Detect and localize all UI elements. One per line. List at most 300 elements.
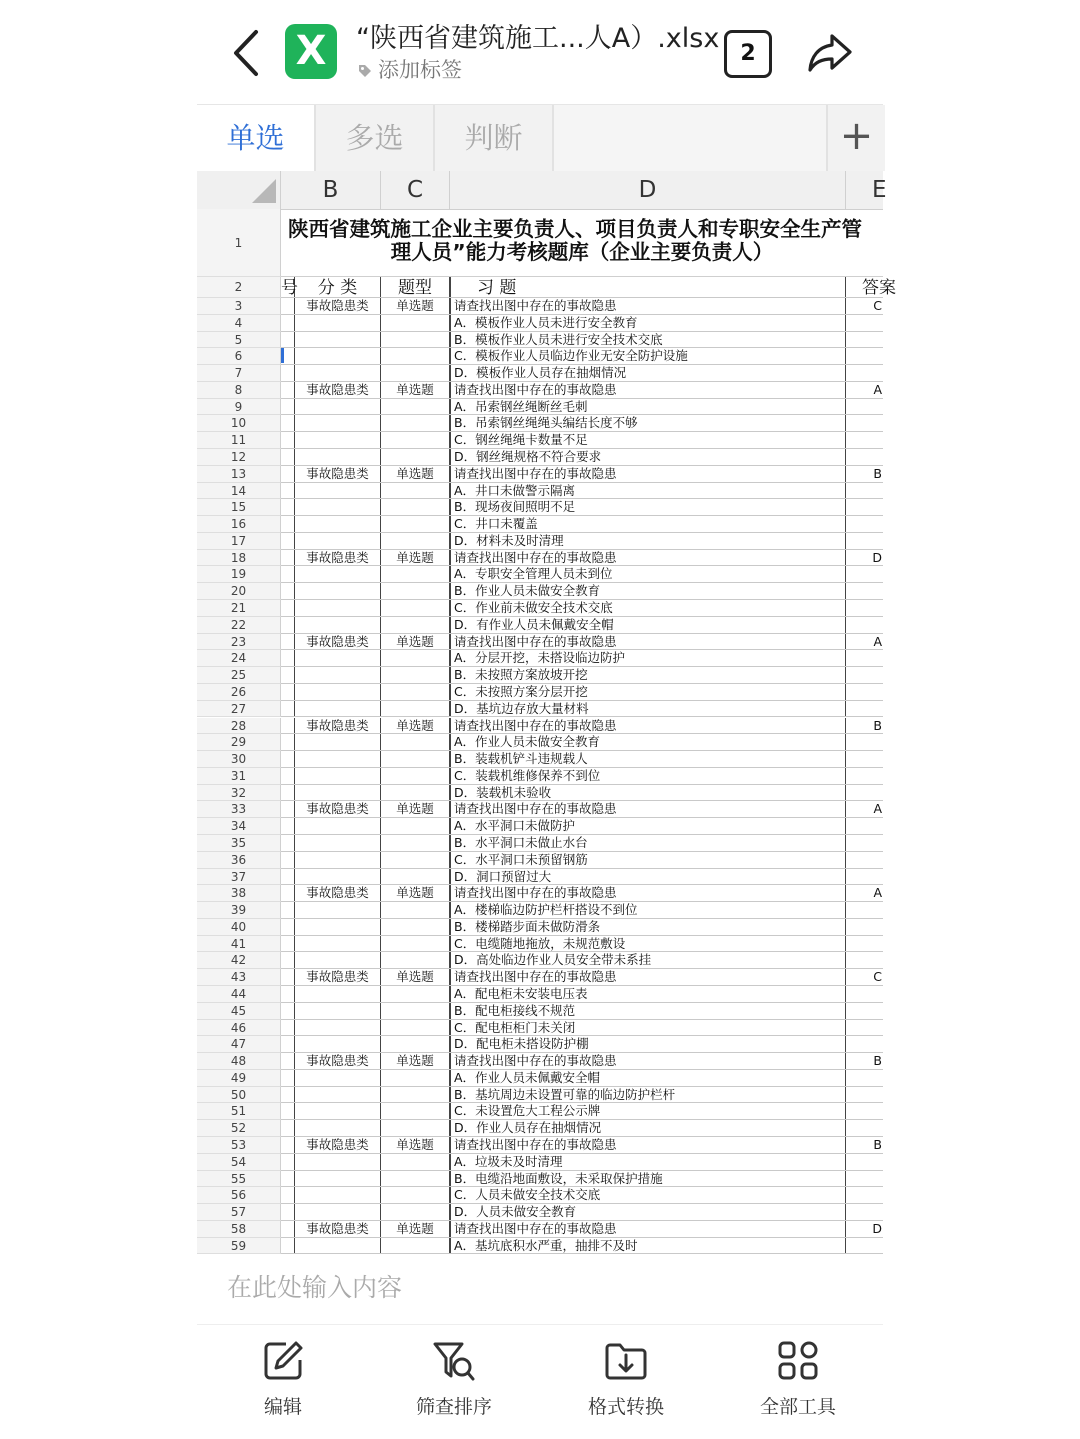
cell-answer[interactable] [846,399,883,415]
row-header[interactable]: 55 [197,1171,281,1188]
cell-answer[interactable] [846,365,883,381]
row-header[interactable]: 34 [197,818,281,835]
tab-multiple-choice[interactable]: 多选 [316,105,435,171]
row-header[interactable]: 51 [197,1103,281,1120]
cell-type[interactable]: 单选题 [381,382,450,398]
cell-type[interactable]: 单选题 [381,885,450,901]
cell-no[interactable] [281,1154,295,1170]
column-header-e[interactable]: E [872,177,887,203]
row-header[interactable]: 40 [197,919,281,936]
cell-category[interactable] [295,566,381,582]
cell-type[interactable]: 单选题 [381,1137,450,1153]
cell-category[interactable] [295,667,381,683]
cell-category[interactable] [295,1103,381,1119]
cell-answer[interactable] [846,533,883,549]
cell-no[interactable] [281,801,295,817]
cell-question[interactable]: B．基坑周边未设置可靠的临边防护栏杆 [450,1087,846,1103]
row-header[interactable]: 16 [197,516,281,533]
row-header[interactable]: 37 [197,869,281,886]
cell-category[interactable] [295,751,381,767]
cell-question[interactable]: 请查找出图中存在的事故隐患 [450,634,846,650]
cell-question-header[interactable]: 习 题 [450,277,846,297]
cell-question[interactable]: C．井口未覆盖 [450,516,846,532]
cell-category[interactable] [295,1171,381,1187]
cell-question[interactable]: C．水平洞口未预留钢筋 [450,852,846,868]
cell-type[interactable] [381,1204,450,1220]
cell-category[interactable]: 事故隐患类 [295,634,381,650]
cell-answer[interactable] [846,483,883,499]
cell-no[interactable] [281,516,295,532]
row-header[interactable]: 41 [197,936,281,953]
cell-question[interactable]: B．作业人员未做安全教育 [450,583,846,599]
row-header[interactable]: 17 [197,533,281,550]
cell-question[interactable]: 请查找出图中存在的事故隐患 [450,1053,846,1069]
cell-type[interactable] [381,852,450,868]
row-header[interactable]: 12 [197,449,281,466]
cell-type[interactable] [381,399,450,415]
cell-question[interactable]: 请查找出图中存在的事故隐患 [450,550,846,566]
cell-question[interactable]: A．专职安全管理人员未到位 [450,566,846,582]
cell-type[interactable] [381,315,450,331]
cell-no[interactable] [281,986,295,1002]
cell-question[interactable]: B．吊索钢丝绳绳头编结长度不够 [450,415,846,431]
cell-no[interactable] [281,1187,295,1203]
cell-question[interactable]: 请查找出图中存在的事故隐患 [450,885,846,901]
cell-category[interactable] [295,516,381,532]
cell-no[interactable] [281,835,295,851]
cell-no[interactable] [281,600,295,616]
cell-answer[interactable] [846,415,883,431]
cell-question[interactable]: C．模板作业人员临边作业无安全防护设施 [450,348,846,364]
cell-no[interactable] [281,734,295,750]
cell-question[interactable]: A．吊索钢丝绳断丝毛刺 [450,399,846,415]
row-header[interactable]: 15 [197,499,281,516]
cell-no[interactable] [281,818,295,834]
row-header[interactable]: 9 [197,399,281,416]
cell-category[interactable]: 事故隐患类 [295,466,381,482]
cell-no[interactable] [281,1070,295,1086]
cell-no[interactable] [281,969,295,985]
cell-question[interactable]: 请查找出图中存在的事故隐患 [450,1221,846,1237]
cell-question[interactable]: C．电缆随地拖放，未规范敷设 [450,936,846,952]
cell-question[interactable]: B．模板作业人员未进行安全技术交底 [450,332,846,348]
cell-answer[interactable] [846,869,883,885]
row-header[interactable]: 49 [197,1070,281,1087]
cell-type[interactable] [381,684,450,700]
cell-no[interactable] [281,566,295,582]
cell-question[interactable]: A．配电柜未安装电压表 [450,986,846,1002]
cell-category[interactable] [295,936,381,952]
cell-question[interactable]: C．配电柜柜门未关闭 [450,1020,846,1036]
cell-no-header[interactable]: 号 [281,278,298,298]
row-header[interactable]: 42 [197,952,281,969]
cell-no[interactable] [281,1171,295,1187]
cell-answer[interactable] [846,583,883,599]
cell-category[interactable] [295,617,381,633]
cell-question[interactable]: B．配电柜接线不规范 [450,1003,846,1019]
cell-type[interactable] [381,1103,450,1119]
row-header[interactable]: 14 [197,483,281,500]
cell-no[interactable] [281,1221,295,1237]
cell-type[interactable]: 单选题 [381,1221,450,1237]
cell-answer[interactable] [846,499,883,515]
cell-category[interactable] [295,1087,381,1103]
cell-no[interactable] [281,1087,295,1103]
cell-question[interactable]: A．作业人员未做安全教育 [450,734,846,750]
row-header[interactable]: 13 [197,466,281,483]
cell-no[interactable] [281,852,295,868]
cell-input-bar[interactable] [197,1248,883,1325]
cell-answer[interactable] [846,348,883,364]
row-header[interactable]: 44 [197,986,281,1003]
cell-question[interactable]: 请查找出图中存在的事故隐患 [450,298,846,314]
cell-question[interactable]: 请查找出图中存在的事故隐患 [450,382,846,398]
cell-category[interactable]: 事故隐患类 [295,1053,381,1069]
row-header[interactable]: 6 [197,348,281,365]
cell-no[interactable] [281,382,295,398]
cell-category[interactable] [295,315,381,331]
cell-no[interactable] [281,1204,295,1220]
sheet-title[interactable] [281,209,883,277]
cell-type[interactable] [381,1187,450,1203]
cell-category[interactable] [295,415,381,431]
cell-category[interactable] [295,1120,381,1136]
cell-type[interactable] [381,600,450,616]
cell-type[interactable] [381,583,450,599]
cell-no[interactable] [281,399,295,415]
cell-question[interactable]: D．装载机未验收 [450,785,846,801]
row-header[interactable]: 11 [197,432,281,449]
cell-type[interactable] [381,1120,450,1136]
cell-type[interactable]: 单选题 [381,298,450,314]
cell-no[interactable] [281,936,295,952]
row-header[interactable]: 4 [197,315,281,332]
cell-category[interactable] [295,734,381,750]
cell-type[interactable] [381,1154,450,1170]
cell-question[interactable]: 请查找出图中存在的事故隐患 [450,466,846,482]
cell-question[interactable]: 请查找出图中存在的事故隐患 [450,969,846,985]
cell-type[interactable] [381,483,450,499]
cell-type-header[interactable]: 题型 [381,277,450,297]
cell-answer[interactable] [846,684,883,700]
cell-no[interactable] [281,718,295,734]
cell-answer[interactable]: B [873,717,882,733]
row-header[interactable]: 18 [197,550,281,567]
cell-type[interactable] [381,751,450,767]
cell-no[interactable] [281,650,295,666]
row-header[interactable]: 1 [197,209,281,277]
cell-answer[interactable] [846,315,883,331]
cell-category[interactable]: 事故隐患类 [295,382,381,398]
cell-type[interactable] [381,533,450,549]
cell-no[interactable] [281,415,295,431]
cell-category[interactable]: 事故隐患类 [295,550,381,566]
cell-type[interactable] [381,902,450,918]
cell-question[interactable]: A．作业人员未佩戴安全帽 [450,1070,846,1086]
cell-no[interactable] [281,919,295,935]
cell-category[interactable] [295,902,381,918]
cell-question[interactable]: B．未按照方案放坡开挖 [450,667,846,683]
cell-type[interactable] [381,415,450,431]
cell-category[interactable] [295,952,381,968]
cell-answer[interactable] [846,936,883,952]
cell-type[interactable] [381,365,450,381]
cell-no[interactable] [281,902,295,918]
cell-question[interactable]: B．楼梯踏步面未做防滑条 [450,919,846,935]
cell-type[interactable] [381,667,450,683]
cell-no[interactable] [281,1137,295,1153]
cell-answer-header[interactable]: 答案 [862,278,896,298]
cell-answer[interactable] [846,818,883,834]
cell-type[interactable] [381,332,450,348]
cell-type[interactable] [381,1036,450,1052]
cell-no[interactable] [281,701,295,717]
cell-question[interactable]: A．垃圾未及时清理 [450,1154,846,1170]
cell-answer[interactable] [846,1187,883,1203]
row-header[interactable]: 45 [197,1003,281,1020]
add-tag-button[interactable] [358,54,462,84]
cell-question[interactable]: D．作业人员存在抽烟情况 [450,1120,846,1136]
cell-type[interactable]: 单选题 [381,634,450,650]
cell-no[interactable] [281,1120,295,1136]
row-header[interactable]: 52 [197,1120,281,1137]
row-header[interactable]: 8 [197,382,281,399]
row-header[interactable]: 27 [197,701,281,718]
cell-category[interactable] [295,852,381,868]
row-header[interactable]: 43 [197,969,281,986]
row-header[interactable]: 2 [197,277,281,298]
cell-answer[interactable] [846,449,883,465]
cell-answer[interactable]: A [873,633,882,649]
row-header[interactable]: 46 [197,1020,281,1037]
cell-question[interactable]: D．高处临边作业人员安全带未系挂 [450,952,846,968]
cell-type[interactable] [381,1020,450,1036]
cell-no[interactable] [281,365,295,381]
row-header[interactable]: 26 [197,684,281,701]
cell-question[interactable]: B．现场夜间照明不足 [450,499,846,515]
cell-no[interactable] [281,432,295,448]
cell-category[interactable] [295,1020,381,1036]
row-header[interactable]: 39 [197,902,281,919]
cell-question[interactable]: D．配电柜未搭设防护棚 [450,1036,846,1052]
cell-category[interactable] [295,785,381,801]
cell-category[interactable] [295,533,381,549]
cell-no[interactable] [281,550,295,566]
cell-type[interactable] [381,449,450,465]
cell-category[interactable] [295,1154,381,1170]
cell-no[interactable] [281,1020,295,1036]
row-header[interactable]: 25 [197,667,281,684]
row-header[interactable]: 29 [197,734,281,751]
tab-single-choice[interactable]: 单选 [197,105,316,171]
cell-type[interactable] [381,566,450,582]
cell-type[interactable] [381,617,450,633]
column-header-d[interactable]: D [450,171,846,209]
cell-answer[interactable] [846,667,883,683]
cell-question[interactable]: A．水平洞口未做防护 [450,818,846,834]
cell-answer[interactable] [846,1204,883,1220]
row-header[interactable]: 28 [197,718,281,735]
cell-answer[interactable] [846,835,883,851]
cell-category[interactable] [295,365,381,381]
cell-answer[interactable] [846,701,883,717]
cell-category-header[interactable]: 分 类 [295,277,381,297]
file-name[interactable]: “陕西省建筑施工...人A）.xlsx [356,23,720,54]
cell-type[interactable] [381,499,450,515]
cell-category[interactable]: 事故隐患类 [295,718,381,734]
cell-answer[interactable] [846,516,883,532]
cell-question[interactable]: C．装载机维修保养不到位 [450,768,846,784]
cell-question[interactable]: B．电缆沿地面敷设，未采取保护措施 [450,1171,846,1187]
cell-category[interactable]: 事故隐患类 [295,969,381,985]
cell-category[interactable]: 事故隐患类 [295,298,381,314]
filter-sort-button[interactable] [384,1340,524,1419]
cell-answer[interactable] [846,1154,883,1170]
cell-type[interactable] [381,818,450,834]
cell-no[interactable] [281,466,295,482]
cell-answer[interactable] [846,734,883,750]
row-header[interactable]: 47 [197,1036,281,1053]
cell-category[interactable] [295,701,381,717]
cell-no[interactable] [281,315,295,331]
cell-category[interactable] [295,650,381,666]
cell-question[interactable]: A．楼梯临边防护栏杆搭设不到位 [450,902,846,918]
cell-question[interactable]: B．装载机铲斗违规载人 [450,751,846,767]
cell-answer[interactable]: D [872,1220,882,1236]
cell-type[interactable] [381,936,450,952]
cell-category[interactable] [295,768,381,784]
cell-no[interactable] [281,768,295,784]
cell-no[interactable] [281,332,295,348]
row-header[interactable]: 3 [197,298,281,315]
cell-category[interactable] [295,432,381,448]
cell-category[interactable] [295,449,381,465]
cell-question[interactable]: C．人员未做安全技术交底 [450,1187,846,1203]
row-header[interactable]: 58 [197,1221,281,1238]
cell-answer[interactable] [846,650,883,666]
edit-button[interactable] [213,1340,353,1419]
cell-answer[interactable] [846,1087,883,1103]
cell-answer[interactable] [846,1103,883,1119]
row-header[interactable]: 56 [197,1187,281,1204]
row-header[interactable]: 20 [197,583,281,600]
row-header[interactable]: 38 [197,885,281,902]
row-header[interactable]: 54 [197,1154,281,1171]
row-header[interactable]: 30 [197,751,281,768]
cell-category[interactable] [295,818,381,834]
cell-answer[interactable]: B [873,1053,882,1069]
cell-no[interactable] [281,1103,295,1119]
cell-answer[interactable]: D [872,549,882,565]
cell-category[interactable] [295,399,381,415]
cell-answer[interactable]: B [873,465,882,481]
cell-type[interactable] [381,516,450,532]
cell-type[interactable] [381,348,450,364]
row-header[interactable]: 50 [197,1087,281,1104]
row-header[interactable]: 59 [197,1238,281,1255]
cell-category[interactable] [295,835,381,851]
cell-no[interactable] [281,499,295,515]
cell-type[interactable]: 单选题 [381,969,450,985]
tab-true-false[interactable]: 判断 [435,105,554,171]
cell-answer[interactable] [846,785,883,801]
cell-category[interactable] [295,1003,381,1019]
row-header[interactable]: 36 [197,852,281,869]
cell-answer[interactable] [846,852,883,868]
cell-no[interactable] [281,1003,295,1019]
cell-answer[interactable] [846,600,883,616]
cell-type[interactable] [381,986,450,1002]
cell-category[interactable] [295,1204,381,1220]
cell-answer[interactable]: A [873,885,882,901]
cell-type[interactable]: 单选题 [381,801,450,817]
cell-answer[interactable]: C [873,969,882,985]
cell-question[interactable]: A．基坑底积水严重，抽排不及时 [450,1238,846,1254]
cell-no[interactable] [281,869,295,885]
cell-type[interactable] [381,869,450,885]
cell-question[interactable]: 请查找出图中存在的事故隐患 [450,718,846,734]
cell-no[interactable] [281,751,295,767]
cell-answer[interactable] [846,1070,883,1086]
cell-answer[interactable] [846,332,883,348]
row-header[interactable]: 22 [197,617,281,634]
cell-no[interactable] [281,634,295,650]
cell-answer[interactable] [846,952,883,968]
cell-type[interactable] [381,785,450,801]
back-arrow-icon[interactable] [228,28,268,78]
cell-category[interactable]: 事故隐患类 [295,885,381,901]
cell-type[interactable] [381,1087,450,1103]
cell-question[interactable]: C．钢丝绳绳卡数量不足 [450,432,846,448]
cell-question[interactable]: 请查找出图中存在的事故隐患 [450,1137,846,1153]
spreadsheet-grid[interactable] [197,171,896,1253]
cell-answer[interactable] [846,751,883,767]
cell-question[interactable]: D．模板作业人员存在抽烟情况 [450,365,846,381]
add-sheet-button[interactable]: + [826,105,885,171]
cell-answer[interactable]: A [873,801,882,817]
cell-answer[interactable] [846,768,883,784]
cell-type[interactable] [381,701,450,717]
cell-type[interactable] [381,952,450,968]
cell-type[interactable]: 单选题 [381,550,450,566]
cell-question[interactable]: 请查找出图中存在的事故隐患 [450,801,846,817]
cell-question[interactable]: A．模板作业人员未进行安全教育 [450,315,846,331]
cell-type[interactable] [381,650,450,666]
cell-answer[interactable] [846,617,883,633]
cell-type[interactable] [381,768,450,784]
cell-answer[interactable] [846,1020,883,1036]
cell-answer[interactable]: B [873,1137,882,1152]
cell-answer[interactable] [846,986,883,1002]
cell-no[interactable] [281,583,295,599]
cell-type[interactable] [381,734,450,750]
cell-question[interactable]: D．材料未及时清理 [450,533,846,549]
cell-question[interactable]: D．人员未做安全教育 [450,1204,846,1220]
row-header[interactable]: 32 [197,785,281,802]
cell-question[interactable]: D．钢丝绳规格不符合要求 [450,449,846,465]
row-header[interactable]: 35 [197,835,281,852]
window-count-button[interactable]: 2 [724,30,772,78]
cell-answer[interactable] [846,1120,883,1136]
row-header[interactable]: 7 [197,365,281,382]
cell-question[interactable]: C．未设置危大工程公示牌 [450,1103,846,1119]
cell-type[interactable] [381,432,450,448]
cell-type[interactable] [381,1003,450,1019]
select-all-corner[interactable] [197,171,281,209]
row-header[interactable]: 5 [197,332,281,349]
cell-answer[interactable] [846,566,883,582]
cell-category[interactable]: 事故隐患类 [295,1221,381,1237]
